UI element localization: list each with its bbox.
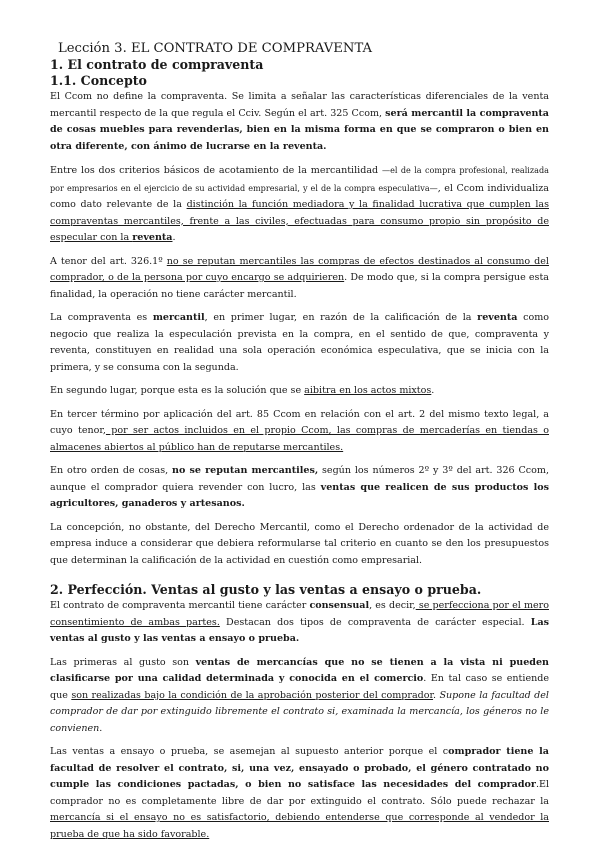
section-1-heading: 1. El contrato de compraventa [50,57,264,72]
paragraph-art-326: A tenor del art. 326.1º no se reputan mercantiles las compras de efectos destinados al consumo del comprador, o de la persona por cuyo encargo se adquirieren. De modo que, si la compra persigue esta finalidad, la operación no tiene carácter mercantil. [50,255,549,300]
document-page [50,38,549,850]
paragraph-tercer-termino: En tercer término por aplicación del art. 85 Ccom en relación con el art. 2 del mismo texto legal, a cuyo tenor, por ser actos incluidos en el propio Ccom, las compras de mercaderías en tiendas o almacenes abiertos al público han de reputarse mercantiles. [50,408,549,453]
section-1-1-heading: 1.1. Concepto [50,73,147,88]
paragraph-criterios: Entre los dos criterios básicos de acotamiento de la mercantilidad —el de la compra profesional, realizada por empresarios en el ejercicio de su actividad empresarial, y el de la compra especulativa—, el Ccom individualiza como dato relevante de la distinción la función mediadora y la finalidad lucrativa que cumplen las compraventas mercantiles, frente a las civiles, efectuadas para consumo propio sin propósito de especular con la reventa. [50,165,549,243]
paragraph-segundo-lugar: En segundo lugar, porque esta es la solución que se aibitra en los actos mixtos. [50,385,435,396]
section-2-heading: 2. Perfección. Ventas al gusto y las ventas a ensayo o prueba. [50,582,482,597]
paragraph-concepto: El Ccom no define la compraventa. Se limita a señalar las características diferenciales de la venta mercantil respecto de la que regula el Cciv. Según el art. 325 Ccom, será mercantil la compraventa de cosas muebles para revenderlas, bien en la misma forma en que se compraron o bien en otra diferente, con ánimo de lucrarse en la reventa. [50,91,549,152]
paragraph-perfeccion: El contrato de compraventa mercantil tiene carácter consensual, es decir, se perfecciona por el mero consentimiento de ambas partes. Destacan dos tipos de compraventa de carácter especial. Las ventas al gusto y las ventas a ensayo o prueba. [50,600,550,644]
paragraph-ventas-al-gusto: Las primeras al gusto son ventas de mercancías que no se tienen a la vista ni pueden clasificarse por una calidad determinada y conocida en el comercio. En tal caso se entiende que son realizadas bajo la condición de la aprobación posterior del comprador. Supone la facultad del comprador de dar por extinguido libremente el contrato si, examinada la mercancía, los géneros no le convienen. [50,656,550,734]
paragraph-ventas-a-ensayo: Las ventas a ensayo o prueba, se asemejan al supuesto anterior porque el comprador tiene la facultad de resolver el contrato, si, una vez, ensayado o probado, el género contratado no cumple las condiciones pactadas, o bien no satisface las necesidades del comprador.El comprador no es completamente libre de dar por extinguido el contrato. Sólo puede rechazar la mercancía si el ensayo no es satisfactorio, debiendo entenderse que corresponde al vendedor la prueba de que ha sido favorable. [50,746,549,840]
paragraph-mercantil: La compraventa es mercantil, en primer lugar, en razón de la calificación de la reventa como negocio que realiza la especulación prevista en la compra, en el sentido de que, compraventa y reventa, constituyen en realidad una sola operación económica especulativa, que se inicia con la primera, y se consuma con la segunda. [50,312,549,373]
paragraph-no-mercantiles: En otro orden de cosas, no se reputan mercantiles, según los números 2º y 3º del art. 326 Ccom, aunque el comprador quiera revender con lucro, las ventas que realicen de sus productos los agricultores, ganaderos y artesanos. [50,465,549,509]
lesson-title: Lección 3. EL CONTRATO DE COMPRAVENTA [58,41,373,56]
paragraph-concepcion: La concepción, no obstante, del Derecho Mercantil, como el Derecho ordenador de la actividad de empresa induce a considerar que debiera reformularse tal criterio en cuanto se den los presupuestos que determinan la calificación de la actividad en cuestión como empresarial. [50,521,549,566]
